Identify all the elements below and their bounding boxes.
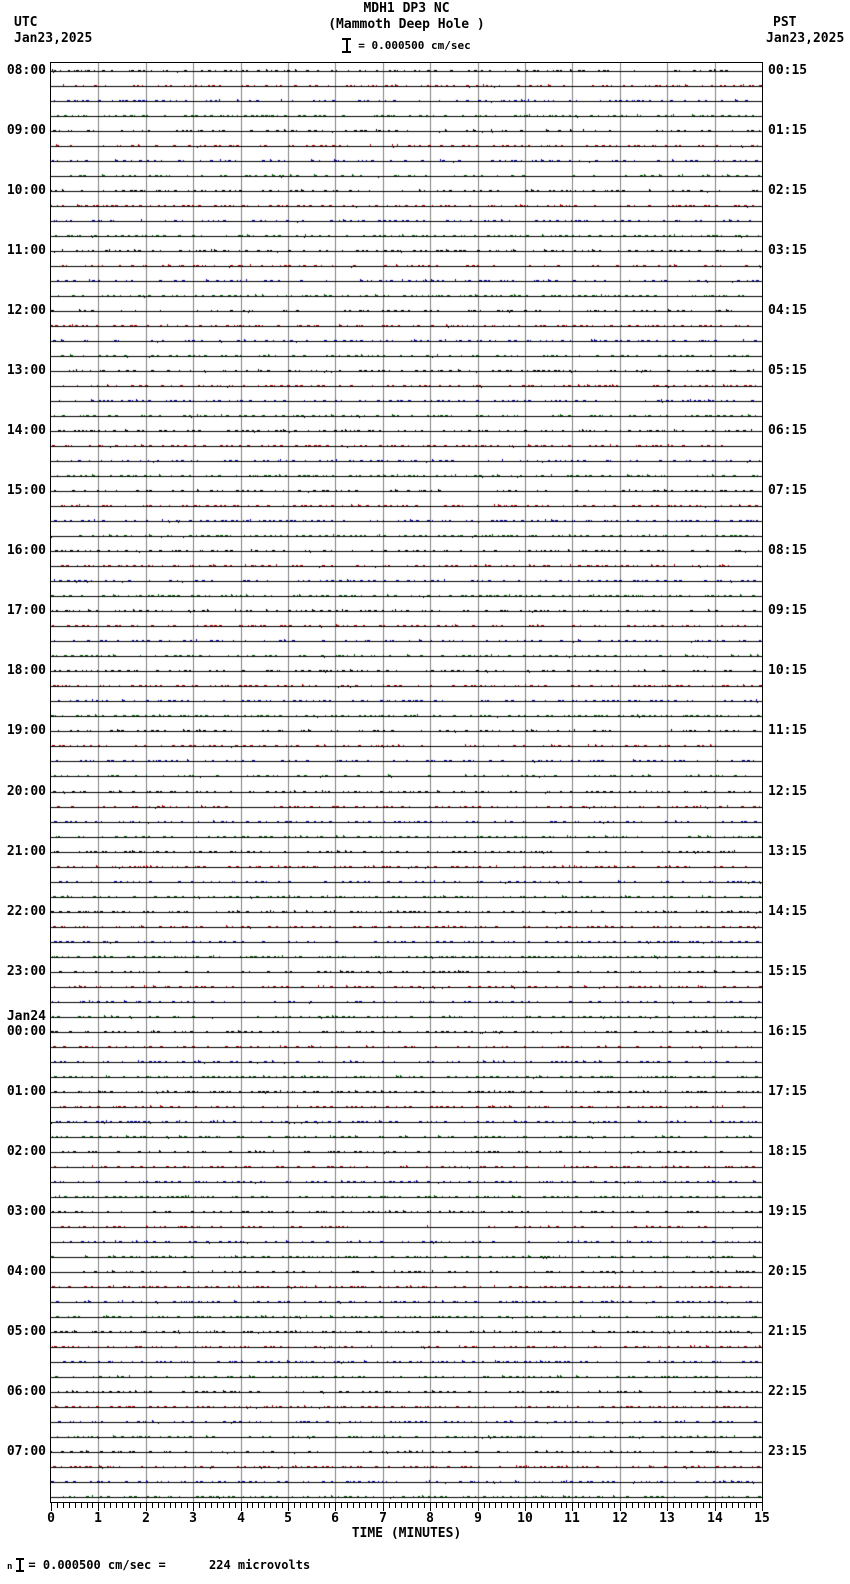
helicorder-plot-frame: [50, 62, 763, 1503]
pst-timezone-label: PST: [773, 15, 797, 30]
footer-scale-text: = 0.000500 cm/sec = 224 microvolts: [28, 1557, 311, 1572]
minor-tick: [377, 1503, 378, 1508]
utc-hour-label: 16:00: [6, 543, 46, 559]
scale-bar-icon: [16, 1558, 24, 1572]
minor-tick: [122, 1503, 123, 1508]
minor-tick: [614, 1503, 615, 1508]
minor-tick: [205, 1503, 206, 1508]
axis-tick-label: 2: [142, 1511, 150, 1526]
minor-tick: [626, 1503, 627, 1508]
amplitude-scale-row: [50, 38, 763, 53]
minor-tick: [395, 1503, 396, 1508]
footer-scale-note: [7, 1558, 310, 1572]
minor-tick: [110, 1503, 111, 1508]
axis-tick-label: 3: [189, 1511, 197, 1526]
pst-hour-label: 06:15: [768, 423, 808, 439]
utc-hour-label: 14:00: [6, 423, 46, 439]
minor-tick: [341, 1503, 342, 1508]
pst-hour-label: 20:15: [768, 1263, 808, 1279]
minor-tick: [258, 1503, 259, 1508]
major-tick: [620, 1503, 621, 1511]
minor-tick: [359, 1503, 360, 1508]
minor-tick: [721, 1503, 722, 1508]
minor-tick: [134, 1503, 135, 1508]
minor-tick: [217, 1503, 218, 1508]
minor-tick: [732, 1503, 733, 1508]
minor-tick: [608, 1503, 609, 1508]
pst-hour-label: 23:15: [768, 1443, 808, 1459]
pst-hour-label: 22:15: [768, 1383, 808, 1399]
utc-hour-label: 13:00: [6, 363, 46, 379]
minor-tick: [389, 1503, 390, 1508]
utc-hour-label: 23:00: [6, 963, 46, 979]
pst-hour-label: 14:15: [768, 903, 808, 919]
utc-timezone-label: UTC: [14, 15, 38, 30]
time-axis-label: TIME (MINUTES): [351, 1526, 462, 1541]
major-tick: [241, 1503, 242, 1511]
utc-hour-label: 11:00: [6, 243, 46, 259]
minor-tick: [632, 1503, 633, 1508]
minor-tick: [561, 1503, 562, 1508]
pst-hour-label: 19:15: [768, 1203, 808, 1219]
minor-tick: [679, 1503, 680, 1508]
minor-tick: [566, 1503, 567, 1508]
pst-hour-label: 08:15: [768, 543, 808, 559]
minor-tick: [199, 1503, 200, 1508]
minor-tick: [472, 1503, 473, 1508]
minor-tick: [489, 1503, 490, 1508]
minor-tick: [407, 1503, 408, 1508]
minor-tick: [495, 1503, 496, 1508]
axis-tick-label: 6: [331, 1511, 339, 1526]
major-tick: [762, 1503, 763, 1511]
pst-hour-label: 04:15: [768, 303, 808, 319]
utc-hour-label: 07:00: [6, 1443, 46, 1459]
minor-tick: [726, 1503, 727, 1508]
minor-tick: [158, 1503, 159, 1508]
minor-tick: [152, 1503, 153, 1508]
pst-hour-label: 00:15: [768, 63, 808, 78]
pst-hour-label: 02:15: [768, 183, 808, 199]
minor-tick: [709, 1503, 710, 1508]
minor-tick: [691, 1503, 692, 1508]
minor-tick: [673, 1503, 674, 1508]
major-tick: [715, 1503, 716, 1511]
pst-hour-label: 07:15: [768, 483, 808, 499]
pst-hour-label: 13:15: [768, 843, 808, 859]
utc-hour-label: 05:00: [6, 1323, 46, 1339]
minor-tick: [649, 1503, 650, 1508]
minor-tick: [750, 1503, 751, 1508]
minor-tick: [211, 1503, 212, 1508]
minor-tick: [181, 1503, 182, 1508]
minor-tick: [549, 1503, 550, 1508]
axis-tick-label: 1: [94, 1511, 102, 1526]
axis-tick-label: 4: [237, 1511, 245, 1526]
major-tick: [525, 1503, 526, 1511]
utc-hour-label: 22:00: [6, 903, 46, 919]
minor-tick: [312, 1503, 313, 1508]
major-tick: [288, 1503, 289, 1511]
pst-hour-label: 03:15: [768, 243, 808, 259]
minor-tick: [501, 1503, 502, 1508]
minor-tick: [75, 1503, 76, 1508]
major-tick: [667, 1503, 668, 1511]
axis-tick-label: 7: [379, 1511, 387, 1526]
amplitude-scale-text: = 0.000500 cm/sec: [358, 38, 471, 52]
minor-tick: [555, 1503, 556, 1508]
pst-hour-label: 16:15: [768, 1023, 808, 1039]
minor-tick: [401, 1503, 402, 1508]
minor-tick: [235, 1503, 236, 1508]
minor-tick: [638, 1503, 639, 1508]
time-axis: [47, 1503, 810, 1563]
minor-tick: [229, 1503, 230, 1508]
pst-hour-label: 17:15: [768, 1083, 808, 1099]
minor-tick: [531, 1503, 532, 1508]
minor-tick: [371, 1503, 372, 1508]
minor-tick: [448, 1503, 449, 1508]
minor-tick: [347, 1503, 348, 1508]
utc-hour-label: 01:00: [6, 1083, 46, 1099]
minor-tick: [252, 1503, 253, 1508]
minor-tick: [519, 1503, 520, 1508]
minor-tick: [703, 1503, 704, 1508]
pst-hour-label: 11:15: [768, 723, 808, 739]
minor-tick: [602, 1503, 603, 1508]
minor-tick: [644, 1503, 645, 1508]
axis-tick-label: 12: [612, 1511, 628, 1526]
major-tick: [430, 1503, 431, 1511]
minor-tick: [276, 1503, 277, 1508]
minor-tick: [466, 1503, 467, 1508]
minor-tick: [596, 1503, 597, 1508]
minor-tick: [282, 1503, 283, 1508]
minor-tick: [537, 1503, 538, 1508]
minor-tick: [661, 1503, 662, 1508]
minor-tick: [329, 1503, 330, 1508]
minor-tick: [306, 1503, 307, 1508]
axis-tick-label: 5: [284, 1511, 292, 1526]
minor-tick: [264, 1503, 265, 1508]
axis-tick-label: 15: [754, 1511, 770, 1526]
pst-hour-label: 21:15: [768, 1323, 808, 1339]
minor-tick: [460, 1503, 461, 1508]
minor-tick: [164, 1503, 165, 1508]
utc-hour-label: 21:00: [6, 843, 46, 859]
minor-tick: [484, 1503, 485, 1508]
pst-hour-label: 01:15: [768, 123, 808, 139]
axis-tick-label: 11: [564, 1511, 580, 1526]
utc-hour-label: 15:00: [6, 483, 46, 499]
minor-tick: [294, 1503, 295, 1508]
minor-tick: [685, 1503, 686, 1508]
minor-tick: [247, 1503, 248, 1508]
minor-tick: [170, 1503, 171, 1508]
utc-hour-label: 02:00: [6, 1143, 46, 1159]
minor-tick: [412, 1503, 413, 1508]
major-tick: [146, 1503, 147, 1511]
minor-tick: [175, 1503, 176, 1508]
utc-hour-label: 03:00: [6, 1203, 46, 1219]
pst-hour-label: 12:15: [768, 783, 808, 799]
major-tick: [383, 1503, 384, 1511]
minor-tick: [697, 1503, 698, 1508]
minor-tick: [63, 1503, 64, 1508]
minor-tick: [454, 1503, 455, 1508]
utc-hour-label: 18:00: [6, 663, 46, 679]
utc-hour-label: 06:00: [6, 1383, 46, 1399]
major-tick: [98, 1503, 99, 1511]
minor-tick: [87, 1503, 88, 1508]
minor-tick: [270, 1503, 271, 1508]
station-subtitle: (Mammoth Deep Hole ): [328, 17, 485, 32]
minor-tick: [543, 1503, 544, 1508]
utc-hour-label: 12:00: [6, 303, 46, 319]
minor-tick: [223, 1503, 224, 1508]
minor-tick: [116, 1503, 117, 1508]
utc-hour-label: 20:00: [6, 783, 46, 799]
major-tick: [572, 1503, 573, 1511]
utc-date-change-label: Jan24: [6, 1008, 46, 1024]
utc-hour-label: 17:00: [6, 603, 46, 619]
minor-tick: [140, 1503, 141, 1508]
utc-hour-label: 04:00: [6, 1263, 46, 1279]
minor-tick: [744, 1503, 745, 1508]
pst-hour-label: 10:15: [768, 663, 808, 679]
utc-hour-label: 09:00: [6, 123, 46, 139]
minor-tick: [436, 1503, 437, 1508]
axis-tick-label: 14: [707, 1511, 723, 1526]
minor-tick: [365, 1503, 366, 1508]
utc-hour-label: 00:00: [6, 1023, 46, 1039]
pst-hour-label: 05:15: [768, 363, 808, 379]
minor-tick: [128, 1503, 129, 1508]
major-tick: [193, 1503, 194, 1511]
major-tick: [335, 1503, 336, 1511]
minor-tick: [187, 1503, 188, 1508]
scale-bar-icon: [342, 38, 351, 53]
pst-hour-label: 15:15: [768, 963, 808, 979]
minor-tick: [318, 1503, 319, 1508]
minor-tick: [578, 1503, 579, 1508]
minor-tick: [424, 1503, 425, 1508]
minor-tick: [81, 1503, 82, 1508]
footer-prefix-glyph: n: [7, 1562, 13, 1572]
axis-tick-label: 10: [517, 1511, 533, 1526]
minor-tick: [756, 1503, 757, 1508]
axis-tick-label: 9: [474, 1511, 482, 1526]
minor-tick: [513, 1503, 514, 1508]
axis-tick-label: 0: [47, 1511, 55, 1526]
minor-tick: [57, 1503, 58, 1508]
minor-tick: [69, 1503, 70, 1508]
pst-hour-label: 09:15: [768, 603, 808, 619]
minor-tick: [442, 1503, 443, 1508]
minor-tick: [104, 1503, 105, 1508]
minor-tick: [738, 1503, 739, 1508]
minor-tick: [584, 1503, 585, 1508]
minor-tick: [353, 1503, 354, 1508]
utc-date: Jan23,2025: [14, 31, 93, 46]
minor-tick: [418, 1503, 419, 1508]
minor-tick: [655, 1503, 656, 1508]
utc-hour-label: 10:00: [6, 183, 46, 199]
axis-tick-label: 8: [426, 1511, 434, 1526]
utc-hour-label: 19:00: [6, 723, 46, 739]
pst-date: Jan23,2025: [766, 31, 845, 46]
station-title: MDH1 DP3 NC: [363, 1, 450, 16]
helicorder-traces-canvas: [51, 63, 762, 1502]
utc-hour-label: 08:00: [6, 63, 46, 78]
minor-tick: [590, 1503, 591, 1508]
axis-tick-label: 13: [659, 1511, 675, 1526]
minor-tick: [300, 1503, 301, 1508]
major-tick: [478, 1503, 479, 1511]
minor-tick: [507, 1503, 508, 1508]
pst-hour-label: 18:15: [768, 1143, 808, 1159]
major-tick: [51, 1503, 52, 1511]
minor-tick: [92, 1503, 93, 1508]
minor-tick: [324, 1503, 325, 1508]
